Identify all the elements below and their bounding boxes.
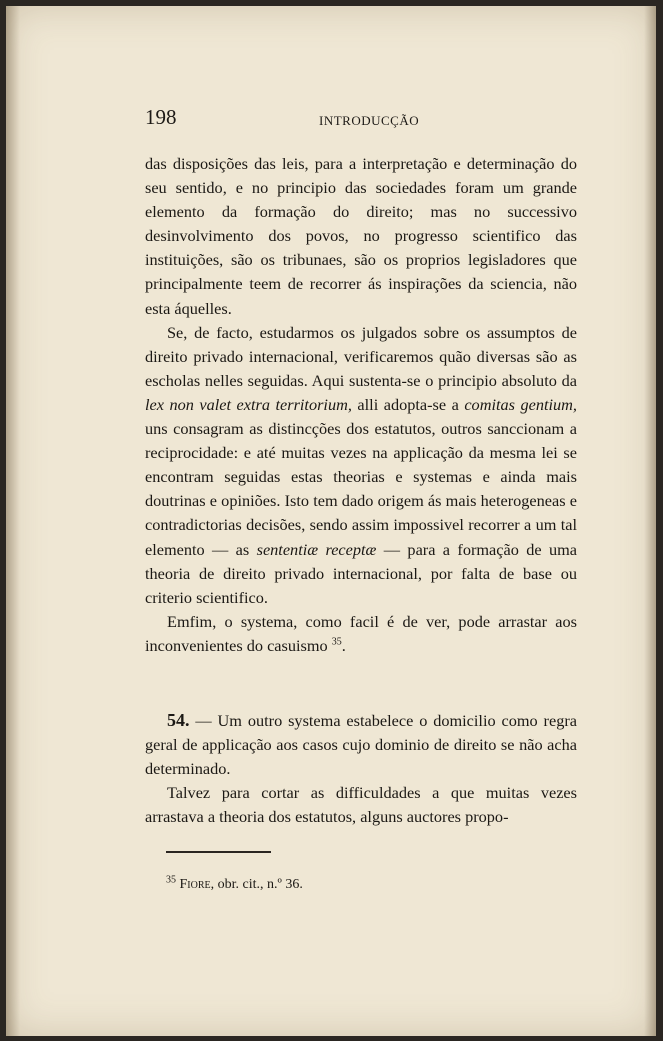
main-text-bottom: [145, 708, 577, 829]
section-text: — Um outro systema estabelece o domicilio como regra geral de applicação aos casos cujo dominio de direito se não acha determinado.: [145, 711, 577, 779]
footnote: [166, 874, 303, 893]
footnote-number: 35: [166, 874, 176, 886]
paragraph-text: alli adopta-se a: [351, 394, 465, 414]
page-header: [145, 105, 577, 135]
section-54: [145, 708, 577, 781]
paragraph-text: uns consagram as distincções dos estatutos, outros sanccionam a reciprocidade: e até muitas vezes na applicação da mesma lei se encontram seguidas estas theorias e systemas e ainda mais doutrinas e opiniões. Isto tem dado origem ás mais heterogeneas e contradictorias decisões, sendo assim impossivel recorrer a um tal elemento — as: [145, 419, 577, 559]
page-edge-shadow: [644, 6, 656, 1036]
footnote-author: Fiore: [179, 877, 211, 892]
latin-phrase: lex non valet extra territorium,: [145, 394, 352, 414]
paragraph-text: Se, de facto, estudarmos os julgados sobre os assumptos de direito privado internacional, verificaremos quão diversas são as escholas nelles seguidas. Aqui sustenta-se o principio absoluto da: [145, 322, 577, 390]
paragraph-text: .: [341, 635, 346, 655]
footnote-divider: [166, 851, 271, 853]
paragraph-text: — para a formação de uma theoria de direito privado internacional, por falta de base ou criterio scientifico.: [145, 539, 577, 607]
paragraph-jurisprudence: [145, 321, 577, 610]
footnote-citation: , obr. cit., n.º 36.: [210, 877, 303, 892]
latin-phrase: sententiæ receptæ: [256, 539, 377, 559]
page-spine-shadow: [6, 6, 20, 1036]
page-number: 198: [145, 105, 177, 129]
paragraph-text: Emfim, o systema, como facil é de ver, pode arrastar aos inconvenientes do casuismo: [145, 611, 577, 655]
section-number: 54.: [167, 710, 190, 730]
running-title: INTRODUCÇÃO: [319, 113, 420, 128]
latin-phrase: comitas gentium,: [464, 394, 577, 414]
paragraph-continuation: das disposições das leis, para a interpretação e determinação do seu sentido, e no principio das sociedades foram um grande elemento da formação do direito; mas no successivo desinvolvimento dos povos, no progresso scientifico das instituições, são os tribunaes, são os proprios legisladores que principalmente teem de recorrer ás inspirações da sciencia, não esta áquelles.: [145, 154, 577, 318]
paragraph-statutes: Talvez para cortar as difficuldades a que muitas vezes arrastava a theoria dos estatutos, alguns auctores propo-: [145, 783, 577, 827]
book-page: [6, 6, 656, 1036]
paragraph-casuismo: [145, 610, 577, 658]
main-text-top: [145, 152, 577, 658]
footnote-reference: 35: [331, 636, 342, 648]
